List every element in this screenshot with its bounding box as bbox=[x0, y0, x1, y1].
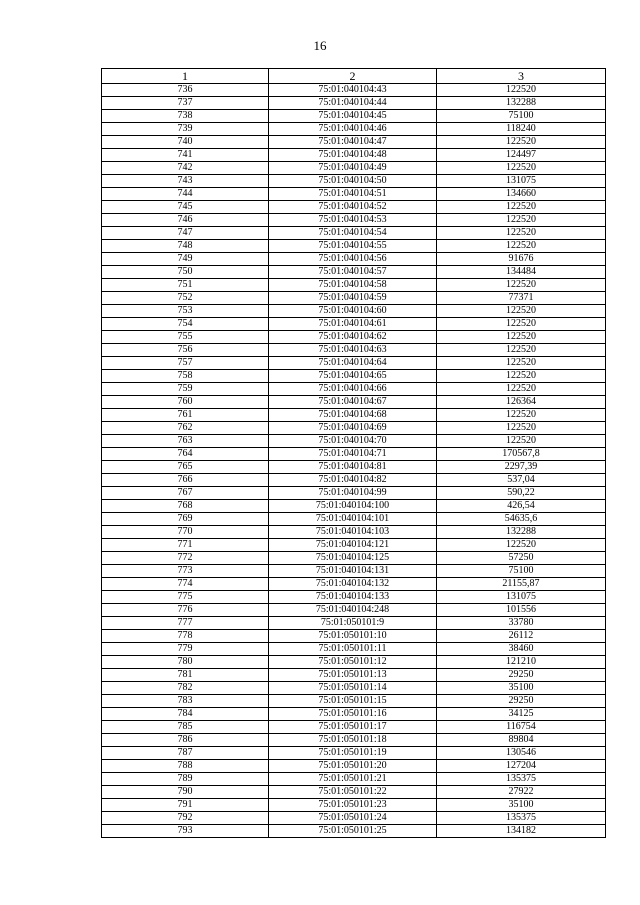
value-cell: 122520 bbox=[437, 136, 606, 149]
cadastral-number-cell: 75:01:040104:64 bbox=[269, 357, 437, 370]
row-number-cell: 769 bbox=[102, 513, 269, 526]
table-row bbox=[102, 227, 606, 240]
table-row bbox=[102, 331, 606, 344]
row-number-cell: 767 bbox=[102, 487, 269, 500]
cadastral-number-cell: 75:01:050101:15 bbox=[269, 695, 437, 708]
value-cell: 122520 bbox=[437, 357, 606, 370]
column-header-2: 2 bbox=[269, 69, 437, 84]
cadastral-number-cell: 75:01:050101:17 bbox=[269, 721, 437, 734]
row-number-cell: 748 bbox=[102, 240, 269, 253]
table-row bbox=[102, 305, 606, 318]
cadastral-number-cell: 75:01:040104:121 bbox=[269, 539, 437, 552]
value-cell: 122520 bbox=[437, 539, 606, 552]
cadastral-number-cell: 75:01:050101:13 bbox=[269, 669, 437, 682]
cadastral-number-cell: 75:01:050101:21 bbox=[269, 773, 437, 786]
row-number-cell: 747 bbox=[102, 227, 269, 240]
value-cell: 134660 bbox=[437, 188, 606, 201]
table-row bbox=[102, 370, 606, 383]
table-row bbox=[102, 799, 606, 812]
value-cell: 135375 bbox=[437, 812, 606, 825]
cadastral-number-cell: 75:01:040104:47 bbox=[269, 136, 437, 149]
table-row bbox=[102, 188, 606, 201]
value-cell: 127204 bbox=[437, 760, 606, 773]
value-cell: 77371 bbox=[437, 292, 606, 305]
cadastral-number-cell: 75:01:050101:10 bbox=[269, 630, 437, 643]
table-row bbox=[102, 357, 606, 370]
value-cell: 134182 bbox=[437, 825, 606, 838]
value-cell: 75100 bbox=[437, 565, 606, 578]
value-cell: 35100 bbox=[437, 682, 606, 695]
row-number-cell: 774 bbox=[102, 578, 269, 591]
cadastral-number-cell: 75:01:040104:46 bbox=[269, 123, 437, 136]
row-number-cell: 749 bbox=[102, 253, 269, 266]
table-body bbox=[102, 84, 606, 838]
value-cell: 122520 bbox=[437, 318, 606, 331]
value-cell: 38460 bbox=[437, 643, 606, 656]
value-cell: 130546 bbox=[437, 747, 606, 760]
value-cell: 122520 bbox=[437, 305, 606, 318]
row-number-cell: 760 bbox=[102, 396, 269, 409]
cadastral-number-cell: 75:01:040104:52 bbox=[269, 201, 437, 214]
cadastral-number-cell: 75:01:040104:63 bbox=[269, 344, 437, 357]
table-row bbox=[102, 84, 606, 97]
row-number-cell: 787 bbox=[102, 747, 269, 760]
value-cell: 122520 bbox=[437, 214, 606, 227]
table-row bbox=[102, 630, 606, 643]
cadastral-number-cell: 75:01:040104:248 bbox=[269, 604, 437, 617]
row-number-cell: 744 bbox=[102, 188, 269, 201]
table-row bbox=[102, 669, 606, 682]
table-row bbox=[102, 695, 606, 708]
table-row bbox=[102, 474, 606, 487]
value-cell: 122520 bbox=[437, 383, 606, 396]
cadastral-number-cell: 75:01:040104:100 bbox=[269, 500, 437, 513]
value-cell: 116754 bbox=[437, 721, 606, 734]
row-number-cell: 757 bbox=[102, 357, 269, 370]
row-number-cell: 751 bbox=[102, 279, 269, 292]
cadastral-number-cell: 75:01:040104:45 bbox=[269, 110, 437, 123]
row-number-cell: 780 bbox=[102, 656, 269, 669]
value-cell: 122520 bbox=[437, 409, 606, 422]
table-row bbox=[102, 643, 606, 656]
value-cell: 132288 bbox=[437, 526, 606, 539]
cadastral-number-cell: 75:01:040104:49 bbox=[269, 162, 437, 175]
table-row bbox=[102, 513, 606, 526]
table-row bbox=[102, 578, 606, 591]
value-cell: 122520 bbox=[437, 84, 606, 97]
cadastral-number-cell: 75:01:040104:101 bbox=[269, 513, 437, 526]
row-number-cell: 786 bbox=[102, 734, 269, 747]
value-cell: 537,04 bbox=[437, 474, 606, 487]
table-row bbox=[102, 708, 606, 721]
table-row bbox=[102, 760, 606, 773]
table-row bbox=[102, 773, 606, 786]
cadastral-number-cell: 75:01:040104:51 bbox=[269, 188, 437, 201]
table-row bbox=[102, 292, 606, 305]
cadastral-number-cell: 75:01:040104:60 bbox=[269, 305, 437, 318]
table-header-row bbox=[102, 69, 606, 84]
value-cell: 134484 bbox=[437, 266, 606, 279]
value-cell: 122520 bbox=[437, 344, 606, 357]
row-number-cell: 766 bbox=[102, 474, 269, 487]
row-number-cell: 746 bbox=[102, 214, 269, 227]
row-number-cell: 785 bbox=[102, 721, 269, 734]
row-number-cell: 741 bbox=[102, 149, 269, 162]
row-number-cell: 768 bbox=[102, 500, 269, 513]
table-row bbox=[102, 721, 606, 734]
row-number-cell: 755 bbox=[102, 331, 269, 344]
table-row bbox=[102, 344, 606, 357]
table-row bbox=[102, 110, 606, 123]
value-cell: 35100 bbox=[437, 799, 606, 812]
value-cell: 89804 bbox=[437, 734, 606, 747]
cadastral-number-cell: 75:01:040104:59 bbox=[269, 292, 437, 305]
value-cell: 121210 bbox=[437, 656, 606, 669]
row-number-cell: 784 bbox=[102, 708, 269, 721]
cadastral-number-cell: 75:01:050101:22 bbox=[269, 786, 437, 799]
table-row bbox=[102, 149, 606, 162]
table-row bbox=[102, 786, 606, 799]
table-row bbox=[102, 591, 606, 604]
row-number-cell: 783 bbox=[102, 695, 269, 708]
value-cell: 101556 bbox=[437, 604, 606, 617]
cadastral-number-cell: 75:01:040104:70 bbox=[269, 435, 437, 448]
cadastral-number-cell: 75:01:040104:67 bbox=[269, 396, 437, 409]
table-row bbox=[102, 97, 606, 110]
value-cell: 590,22 bbox=[437, 487, 606, 500]
row-number-cell: 765 bbox=[102, 461, 269, 474]
value-cell: 2297,39 bbox=[437, 461, 606, 474]
cadastral-number-cell: 75:01:040104:58 bbox=[269, 279, 437, 292]
row-number-cell: 781 bbox=[102, 669, 269, 682]
cadastral-number-cell: 75:01:040104:133 bbox=[269, 591, 437, 604]
table-row bbox=[102, 422, 606, 435]
row-number-cell: 745 bbox=[102, 201, 269, 214]
cadastral-number-cell: 75:01:040104:48 bbox=[269, 149, 437, 162]
value-cell: 57250 bbox=[437, 552, 606, 565]
table-row bbox=[102, 656, 606, 669]
row-number-cell: 791 bbox=[102, 799, 269, 812]
table-row bbox=[102, 825, 606, 838]
cadastral-number-cell: 75:01:040104:56 bbox=[269, 253, 437, 266]
cadastral-number-cell: 75:01:050101:24 bbox=[269, 812, 437, 825]
row-number-cell: 772 bbox=[102, 552, 269, 565]
cadastral-number-cell: 75:01:040104:43 bbox=[269, 84, 437, 97]
row-number-cell: 762 bbox=[102, 422, 269, 435]
row-number-cell: 771 bbox=[102, 539, 269, 552]
cadastral-number-cell: 75:01:050101:14 bbox=[269, 682, 437, 695]
row-number-cell: 738 bbox=[102, 110, 269, 123]
row-number-cell: 752 bbox=[102, 292, 269, 305]
value-cell: 135375 bbox=[437, 773, 606, 786]
value-cell: 122520 bbox=[437, 240, 606, 253]
table-row bbox=[102, 812, 606, 825]
table-row bbox=[102, 565, 606, 578]
table-row bbox=[102, 136, 606, 149]
table-row bbox=[102, 448, 606, 461]
row-number-cell: 743 bbox=[102, 175, 269, 188]
row-number-cell: 740 bbox=[102, 136, 269, 149]
cadastral-number-cell: 75:01:040104:57 bbox=[269, 266, 437, 279]
table-row bbox=[102, 396, 606, 409]
cadastral-number-cell: 75:01:040104:132 bbox=[269, 578, 437, 591]
column-header-1: 1 bbox=[102, 69, 269, 84]
row-number-cell: 790 bbox=[102, 786, 269, 799]
row-number-cell: 759 bbox=[102, 383, 269, 396]
cadastral-number-cell: 75:01:040104:62 bbox=[269, 331, 437, 344]
cadastral-number-cell: 75:01:040104:65 bbox=[269, 370, 437, 383]
row-number-cell: 739 bbox=[102, 123, 269, 136]
cadastral-number-cell: 75:01:040104:54 bbox=[269, 227, 437, 240]
row-number-cell: 742 bbox=[102, 162, 269, 175]
cadastral-number-cell: 75:01:040104:131 bbox=[269, 565, 437, 578]
value-cell: 122520 bbox=[437, 370, 606, 383]
row-number-cell: 778 bbox=[102, 630, 269, 643]
table-row bbox=[102, 734, 606, 747]
table-row bbox=[102, 123, 606, 136]
row-number-cell: 737 bbox=[102, 97, 269, 110]
row-number-cell: 770 bbox=[102, 526, 269, 539]
value-cell: 34125 bbox=[437, 708, 606, 721]
table-row bbox=[102, 617, 606, 630]
page-number: 16 bbox=[313, 38, 327, 53]
row-number-cell: 782 bbox=[102, 682, 269, 695]
cadastral-number-cell: 75:01:040104:125 bbox=[269, 552, 437, 565]
table-row bbox=[102, 747, 606, 760]
value-cell: 122520 bbox=[437, 435, 606, 448]
table-row bbox=[102, 383, 606, 396]
table-row bbox=[102, 500, 606, 513]
table-row bbox=[102, 682, 606, 695]
column-header-3: 3 bbox=[437, 69, 606, 84]
table-row bbox=[102, 461, 606, 474]
table-row bbox=[102, 487, 606, 500]
row-number-cell: 763 bbox=[102, 435, 269, 448]
value-cell: 33780 bbox=[437, 617, 606, 630]
value-cell: 54635,6 bbox=[437, 513, 606, 526]
cadastral-number-cell: 75:01:040104:66 bbox=[269, 383, 437, 396]
cadastral-number-cell: 75:01:040104:69 bbox=[269, 422, 437, 435]
cadastral-number-cell: 75:01:040104:99 bbox=[269, 487, 437, 500]
value-cell: 75100 bbox=[437, 110, 606, 123]
cadastral-number-cell: 75:01:050101:9 bbox=[269, 617, 437, 630]
row-number-cell: 777 bbox=[102, 617, 269, 630]
value-cell: 29250 bbox=[437, 669, 606, 682]
cadastral-number-cell: 75:01:040104:103 bbox=[269, 526, 437, 539]
row-number-cell: 775 bbox=[102, 591, 269, 604]
value-cell: 118240 bbox=[437, 123, 606, 136]
table-row bbox=[102, 539, 606, 552]
row-number-cell: 764 bbox=[102, 448, 269, 461]
data-table bbox=[101, 68, 606, 838]
cadastral-number-cell: 75:01:050101:16 bbox=[269, 708, 437, 721]
table-row bbox=[102, 201, 606, 214]
row-number-cell: 789 bbox=[102, 773, 269, 786]
cadastral-number-cell: 75:01:040104:53 bbox=[269, 214, 437, 227]
cadastral-number-cell: 75:01:040104:81 bbox=[269, 461, 437, 474]
cadastral-number-cell: 75:01:050101:12 bbox=[269, 656, 437, 669]
table-row bbox=[102, 214, 606, 227]
row-number-cell: 761 bbox=[102, 409, 269, 422]
cadastral-number-cell: 75:01:040104:68 bbox=[269, 409, 437, 422]
cadastral-number-cell: 75:01:050101:19 bbox=[269, 747, 437, 760]
row-number-cell: 792 bbox=[102, 812, 269, 825]
table-row bbox=[102, 266, 606, 279]
value-cell: 122520 bbox=[437, 227, 606, 240]
value-cell: 131075 bbox=[437, 591, 606, 604]
value-cell: 122520 bbox=[437, 422, 606, 435]
table-row bbox=[102, 162, 606, 175]
table-row bbox=[102, 409, 606, 422]
row-number-cell: 758 bbox=[102, 370, 269, 383]
table-row bbox=[102, 526, 606, 539]
table-row bbox=[102, 435, 606, 448]
table-row bbox=[102, 175, 606, 188]
value-cell: 122520 bbox=[437, 331, 606, 344]
table-row bbox=[102, 240, 606, 253]
row-number-cell: 736 bbox=[102, 84, 269, 97]
value-cell: 426,54 bbox=[437, 500, 606, 513]
value-cell: 131075 bbox=[437, 175, 606, 188]
cadastral-number-cell: 75:01:050101:23 bbox=[269, 799, 437, 812]
value-cell: 26112 bbox=[437, 630, 606, 643]
row-number-cell: 750 bbox=[102, 266, 269, 279]
row-number-cell: 779 bbox=[102, 643, 269, 656]
cadastral-number-cell: 75:01:040104:61 bbox=[269, 318, 437, 331]
value-cell: 170567,8 bbox=[437, 448, 606, 461]
value-cell: 91676 bbox=[437, 253, 606, 266]
value-cell: 122520 bbox=[437, 162, 606, 175]
table-row bbox=[102, 253, 606, 266]
cadastral-number-cell: 75:01:040104:50 bbox=[269, 175, 437, 188]
cadastral-number-cell: 75:01:050101:18 bbox=[269, 734, 437, 747]
row-number-cell: 756 bbox=[102, 344, 269, 357]
cadastral-number-cell: 75:01:040104:44 bbox=[269, 97, 437, 110]
cadastral-number-cell: 75:01:050101:25 bbox=[269, 825, 437, 838]
row-number-cell: 776 bbox=[102, 604, 269, 617]
row-number-cell: 793 bbox=[102, 825, 269, 838]
value-cell: 126364 bbox=[437, 396, 606, 409]
value-cell: 122520 bbox=[437, 201, 606, 214]
value-cell: 122520 bbox=[437, 279, 606, 292]
table-row bbox=[102, 552, 606, 565]
row-number-cell: 754 bbox=[102, 318, 269, 331]
cadastral-number-cell: 75:01:050101:11 bbox=[269, 643, 437, 656]
table-row bbox=[102, 279, 606, 292]
row-number-cell: 753 bbox=[102, 305, 269, 318]
value-cell: 27922 bbox=[437, 786, 606, 799]
row-number-cell: 788 bbox=[102, 760, 269, 773]
cadastral-number-cell: 75:01:050101:20 bbox=[269, 760, 437, 773]
cadastral-number-cell: 75:01:040104:82 bbox=[269, 474, 437, 487]
value-cell: 124497 bbox=[437, 149, 606, 162]
value-cell: 29250 bbox=[437, 695, 606, 708]
value-cell: 21155,87 bbox=[437, 578, 606, 591]
cadastral-number-cell: 75:01:040104:55 bbox=[269, 240, 437, 253]
table-row bbox=[102, 604, 606, 617]
row-number-cell: 773 bbox=[102, 565, 269, 578]
cadastral-number-cell: 75:01:040104:71 bbox=[269, 448, 437, 461]
table-row bbox=[102, 318, 606, 331]
value-cell: 132288 bbox=[437, 97, 606, 110]
